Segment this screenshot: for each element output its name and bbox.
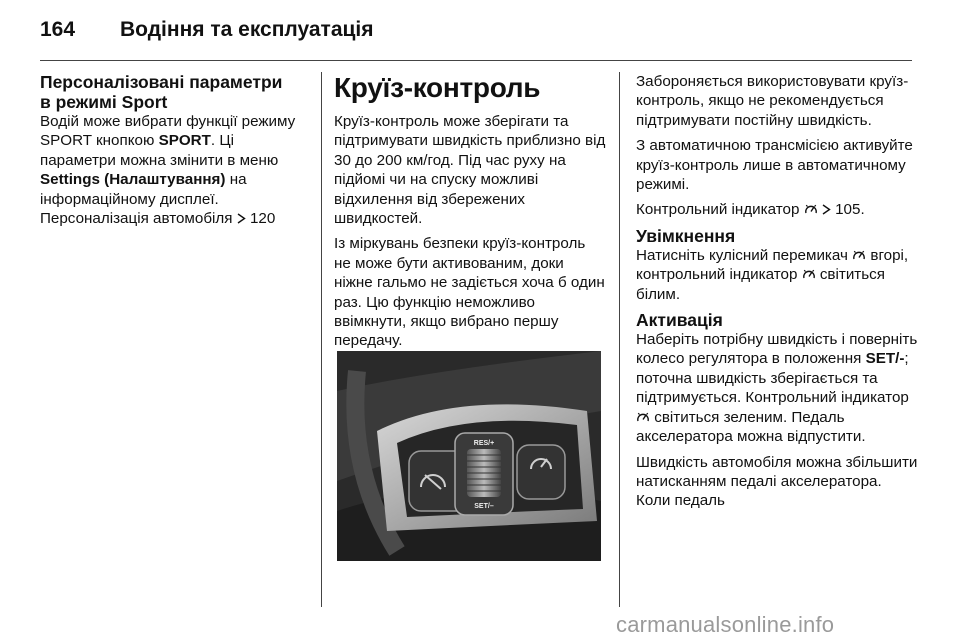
switch-on-text <box>636 246 918 304</box>
column-2 <box>334 72 606 357</box>
settings-menu-label: Settings (Налаштування) <box>40 171 226 189</box>
cruise-safety-text: Із міркувань безпеки круїз-контроль не може бути активованим, доки ніжне гальмо не задіється хоча б один раз. Цю функцію неможливо ввімкнути, якщо вибрано першу передачу. <box>334 235 605 350</box>
text-fragment: на інформаційному дисплеї. <box>40 171 247 208</box>
text-fragment: ; поточна швидкість зберігається та підтримується. Контрольний індикатор <box>636 350 909 407</box>
prohibition-text: Забороняється використовувати круїз-контроль, якщо не рекомендується підтримувати постійну швидкість. <box>636 73 909 129</box>
text-fragment: Водій може вибрати функції режиму SPORT кнопкою <box>40 113 296 150</box>
steering-wheel-illustration <box>337 351 601 561</box>
switch-on-heading: Увімкнення <box>636 225 736 246</box>
set-minus-label: SET/- <box>865 350 905 368</box>
text-fragment: Наберіть потрібну швидкість і поверніть колесо регулятора в положення <box>636 331 918 368</box>
heading-line-1: Персоналізовані параметри <box>40 72 283 92</box>
personalization-ref <box>40 209 310 228</box>
activation-heading: Активація <box>636 310 723 331</box>
steering-wheel-figure <box>337 351 601 561</box>
heading-line-2: в режимі Sport <box>40 92 168 112</box>
text-fragment: Контрольний індикатор <box>636 201 804 219</box>
page-ref-link[interactable]: 120 <box>249 210 276 228</box>
sport-settings-text <box>40 112 310 209</box>
text-fragment: Персоналізація автомобіля <box>40 210 237 228</box>
arrow-ref-icon <box>237 213 246 224</box>
column-divider-1 <box>321 72 322 607</box>
watermark: carmanualsonline.info <box>616 612 835 637</box>
header-divider <box>40 60 912 61</box>
column-1 <box>40 72 310 234</box>
column-3 <box>636 72 918 517</box>
cruise-control-icon <box>852 249 866 261</box>
indicator-ref-text <box>636 200 918 219</box>
sport-settings-heading <box>40 72 310 112</box>
automatic-transmission-text: З автоматичною трансмісією активуйте круїз-контроль лише в автоматичному режимі. <box>636 137 913 194</box>
text-fragment: світиться білим. <box>636 266 885 303</box>
cruise-control-icon <box>804 203 818 215</box>
text-fragment: вгорі, контрольний індикатор <box>636 246 909 284</box>
page-title: Водіння та експлуатація <box>120 18 374 41</box>
speed-increase-text: Швидкість автомобіля можна збільшити натисканням педалі акселератора. Коли педаль <box>636 453 918 510</box>
cruise-intro-text: Круїз-контроль може зберігати та підтримувати швидкість приблизно від 30 до 200 км/год. Під час руху на підйомі чи на спуску можливі відхилення від збережених швидкостей. <box>334 113 606 228</box>
res-label: RES/+ <box>473 440 495 447</box>
text-fragment: Натисніть кулісний перемикач <box>636 246 853 264</box>
arrow-ref-icon <box>822 204 831 215</box>
text-fragment: . Ці параметри можна змінити в меню <box>40 132 279 169</box>
text-fragment: світиться зеленим. Педаль акселератора можна відпустити. <box>636 408 866 446</box>
activation-text <box>636 330 918 446</box>
set-label: SET/– <box>474 503 494 510</box>
page-header <box>40 14 920 44</box>
page-ref-link[interactable]: 105. <box>835 201 865 219</box>
page-number: 164 <box>40 18 76 41</box>
cruise-control-icon <box>802 268 816 280</box>
column-divider-2 <box>619 72 620 607</box>
cruise-control-icon <box>636 411 650 423</box>
cruise-control-title: Круїз-контроль <box>334 72 541 103</box>
sport-button-label: SPORT <box>158 132 211 150</box>
